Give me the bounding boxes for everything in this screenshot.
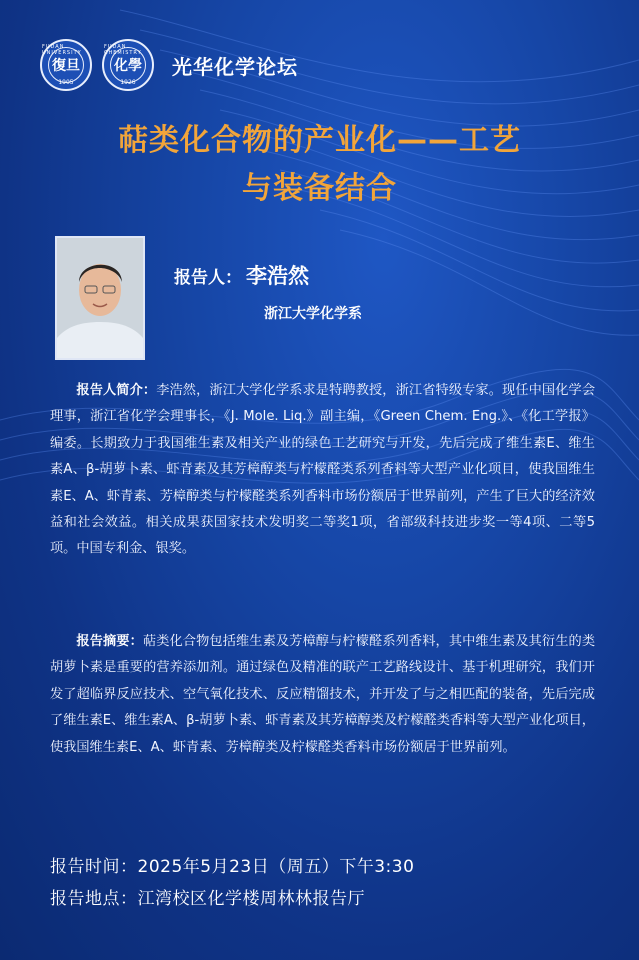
fudan-chemistry-logo — [102, 39, 154, 91]
portrait-image — [57, 238, 143, 358]
bio-label: 报告人简介： — [76, 383, 157, 398]
abstract-text: 萜类化合物包括维生素及芳樟醇与柠檬醛系列香料，其中维生素及其衍生的类胡萝卜素是重要的营养添加剂。通过绿色及精准的联产工艺路线设计、基于机理研究，我们开发了超临界反应技术、空气氧化技术、反应精馏技术，并开发了与之相匹配的装备，先后完成了维生素E、维生素A、β-胡萝卜素、虾青素及其芳樟醇类及柠檬醛类香料等大型产业化项目，使我国维生素E、A、虾青素、芳樟醇类及柠檬醛类香料市场份额居于世界前列。 — [50, 634, 596, 755]
logo-year: 1905 — [58, 79, 74, 86]
talk-place — [50, 884, 365, 909]
talk-abstract — [50, 629, 595, 761]
logo-ring-text: FUDAN UNIVERSITY — [42, 44, 82, 56]
logo-text: 化學 — [114, 58, 142, 74]
speaker-bio — [50, 378, 595, 563]
logo-ring-text: FUDAN CHEMISTRY — [104, 44, 142, 56]
abstract-label: 报告摘要： — [76, 634, 143, 649]
logo-text: 復旦 — [52, 58, 80, 74]
fudan-university-logo — [40, 39, 92, 91]
speaker-label: 报告人： — [174, 268, 242, 288]
time-label: 报告时间： — [50, 857, 138, 877]
speaker-line — [174, 260, 309, 290]
title-line-2: 与装备结合 — [242, 171, 397, 206]
talk-title — [0, 117, 639, 213]
speaker-photo — [55, 236, 145, 360]
talk-time — [50, 852, 414, 877]
logo-year: 1926 — [120, 79, 136, 86]
speaker-name: 李浩然 — [246, 264, 309, 288]
bio-text: 李浩然，浙江大学化学系求是特聘教授，浙江省特级专家。现任中国化学会理事，浙江省化学会理事长，《J. Mole. Liq.》副主编，《Green Chem. Eng.》、《化工学报》编委。长期致力于我国维生素及相关产业的绿色工艺研究与开发，先后完成了维生素E、维生素A、β-胡萝卜素、虾青素及其芳樟醇类与柠檬醛类系列香料等大型产业化项目，使我国维生素E、A、虾青素、芳樟醇类与柠檬醛类系列香料市场份额居于世界前列，产生了巨大的经济效益和社会效益。相关成果获国家技术发明奖二等奖1项，省部级科技进步奖一等4项、二等5项。中国专利金、银奖。 — [50, 383, 596, 557]
place-label: 报告地点： — [50, 889, 138, 909]
speaker-affiliation: 浙江大学化学系 — [264, 306, 362, 322]
title-line-1: 萜类化合物的产业化——工艺 — [118, 123, 521, 158]
header — [40, 40, 298, 90]
forum-name: 光华化学论坛 — [172, 54, 298, 79]
place-value: 江湾校区化学楼周林林报告厅 — [137, 889, 365, 909]
time-value: 2025年5月23日（周五）下午3:30 — [137, 857, 415, 877]
